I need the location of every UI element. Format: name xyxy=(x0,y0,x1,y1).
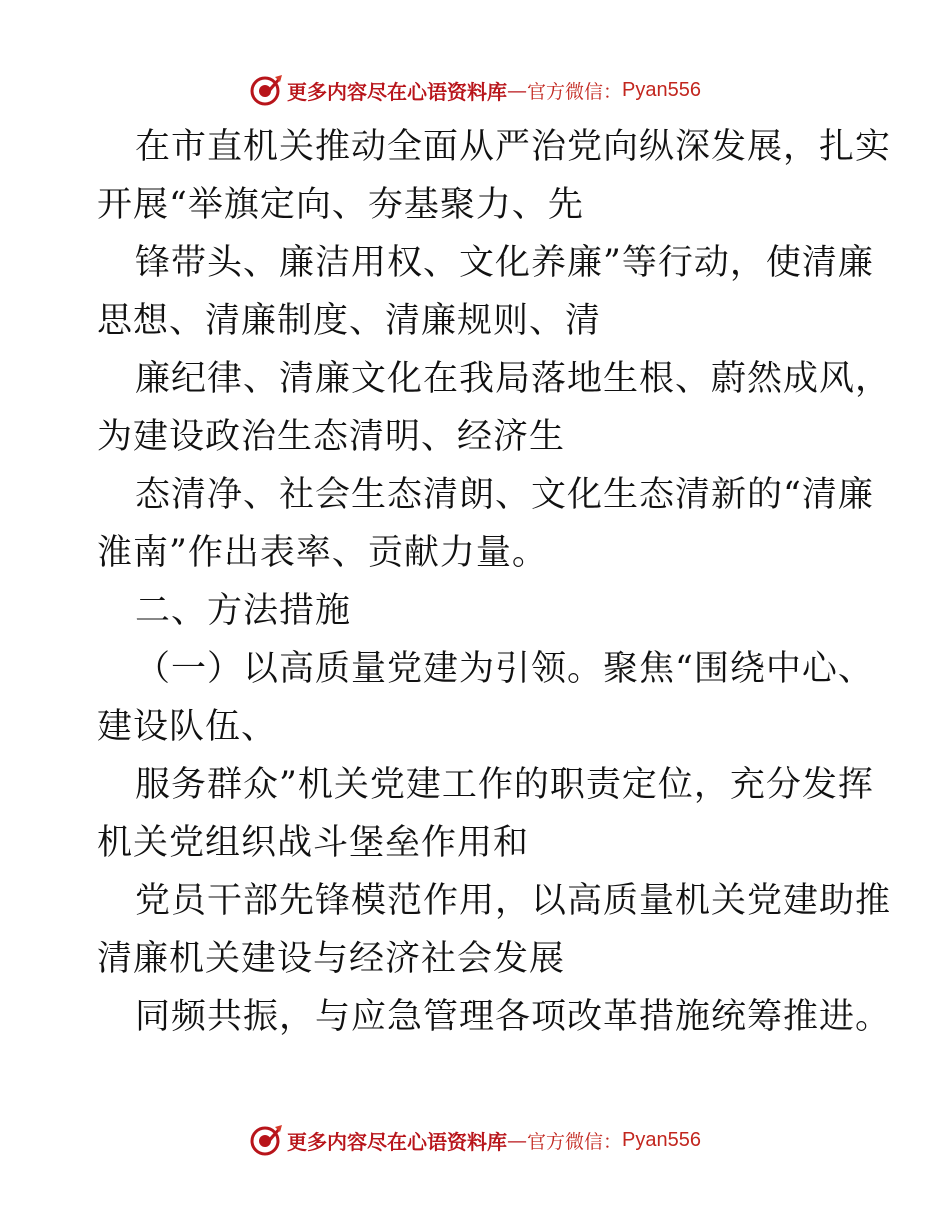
body-line: 淮南”作出表率、贡献力量。 xyxy=(97,533,548,573)
body-line: 为建设政治生态清明、经济生 xyxy=(97,417,566,457)
banner-dash: — xyxy=(507,1128,527,1152)
section-heading: 二、方法措施 xyxy=(135,591,352,631)
body-line: 服务群众”机关党建工作的职责定位，充分发挥 xyxy=(135,765,874,805)
body-line: 态清净、社会生态清朗、文化生态清新的“清廉 xyxy=(135,475,874,515)
body-line: 党员干部先锋模范作用，以高质量机关党建助推 xyxy=(135,881,892,921)
banner-official-label: 官方微信： xyxy=(527,80,623,103)
footer-banner xyxy=(0,1120,950,1160)
body-line: 锋带头、廉洁用权、文化养廉”等行动，使清廉 xyxy=(135,243,874,283)
body-line: 建设队伍、 xyxy=(97,707,278,747)
body-line: 清廉机关建设与经济社会发展 xyxy=(97,939,566,979)
body-line: 在市直机关推动全面从严治党向纵深发展，扎实 xyxy=(135,127,892,167)
body-line: 廉纪律、清廉文化在我局落地生根、蔚然成风， xyxy=(135,359,892,399)
body-line: 机关党组织战斗堡垒作用和 xyxy=(97,823,530,863)
quill-logo-icon xyxy=(249,1123,283,1157)
banner-official-label: 官方微信： xyxy=(527,1130,623,1153)
quill-logo-icon xyxy=(249,73,283,107)
body-line: 同频共振，与应急管理各项改革措施统筹推进。 xyxy=(135,997,892,1037)
body-line: 思想、清廉制度、清廉规则、清 xyxy=(97,301,602,341)
banner-site-name: 更多内容尽在心语资料库 xyxy=(287,79,507,104)
document-body xyxy=(97,118,892,1046)
banner-dash: — xyxy=(507,78,527,102)
banner-wechat-id: Pyan556 xyxy=(622,1128,701,1151)
header-banner xyxy=(0,70,950,110)
banner-wechat-id: Pyan556 xyxy=(622,78,701,101)
body-line: （一）以高质量党建为引领。聚焦“围绕中心、 xyxy=(135,649,874,689)
body-line: 开展“举旗定向、夯基聚力、先 xyxy=(97,185,584,225)
banner-site-name: 更多内容尽在心语资料库 xyxy=(287,1129,507,1154)
